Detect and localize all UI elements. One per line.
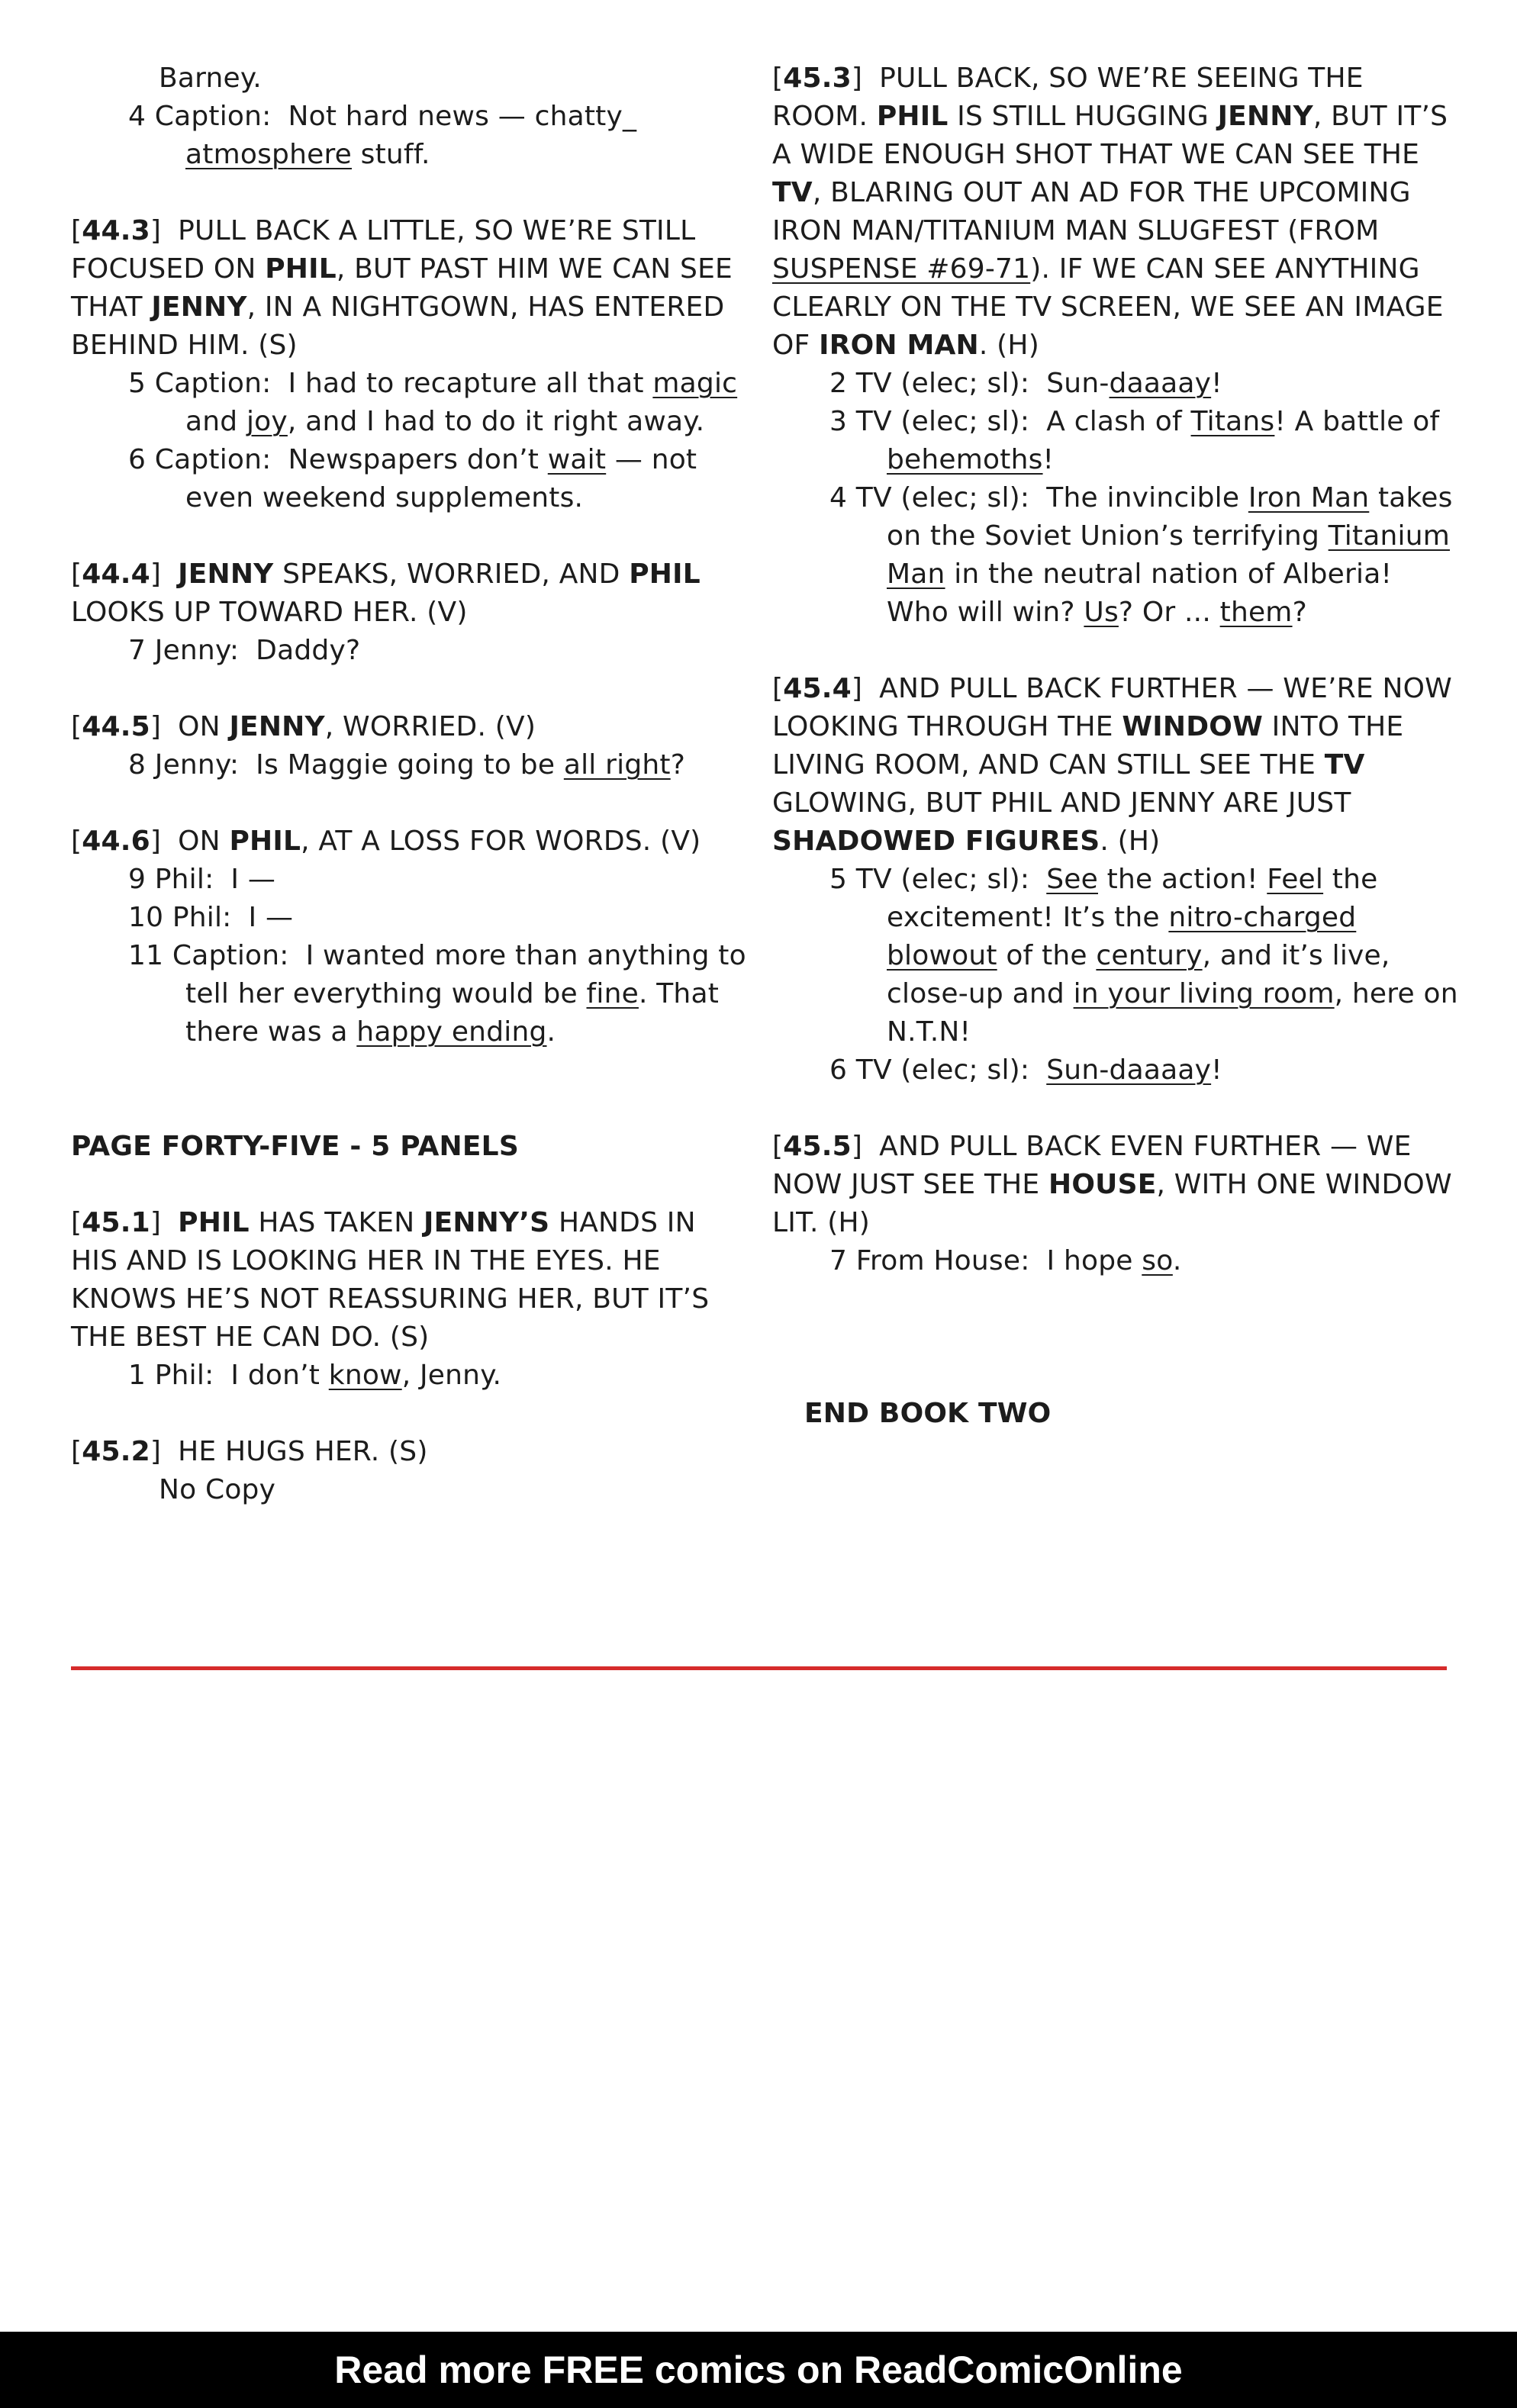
underlined: them (1219, 597, 1293, 628)
text: ! (1211, 368, 1222, 399)
panel-description-45-3: [45.3] PULL BACK, SO WE’RE SEEING THE ROOM. PHIL IS STILL HUGGING JENNY, BUT IT’S A WIDE ENOUGH SHOT THAT WE CAN SEE THE TV, BLARING OUT AN AD FOR THE UPCOMING IRON MAN/TITANIUM MAN SLUGFEST (FROM SUSPENSE #69-71). IF WE CAN SEE ANYTHING CLEARLY ON THE TV SCREEN, WE SEE AN IMAGE OF IRON MAN. (H) (772, 63, 1448, 361)
bold: TV (772, 177, 813, 208)
text: , WITH ONE WINDOW LIT. (H) (772, 1169, 1452, 1238)
bold: PHIL (629, 559, 701, 590)
text: Not hard news — chatty_ (288, 101, 637, 132)
dialogue-line (71, 632, 750, 670)
underlined: Titans (1190, 406, 1275, 437)
panel-description-45-5: [45.5] AND PULL BACK EVEN FURTHER — WE NOW JUST SEE THE HOUSE, WITH ONE WINDOW LIT. (H) (772, 1131, 1452, 1238)
text: I wanted more than anything to tell her everything would be (185, 940, 746, 1009)
bold: JENNY (151, 291, 247, 323)
text: . (H) (978, 330, 1039, 361)
speaker: 7 From House: (829, 1245, 1030, 1276)
panel-description-44-6: [44.6] ON PHIL, AT A LOSS FOR WORDS. (V) (71, 826, 701, 857)
caption-line (71, 441, 750, 517)
tv-line (772, 1051, 1459, 1090)
script-column-left (71, 60, 750, 1509)
speaker: 4 TV (elec; sl): (829, 482, 1030, 513)
text: of the (997, 940, 1097, 971)
speaker: 5 TV (elec; sl): (829, 864, 1030, 895)
tv-line (772, 365, 1459, 403)
text: No Copy (159, 1474, 276, 1505)
panel-description-45-2: [45.2] HE HUGS HER. (S) (71, 1436, 428, 1467)
speaker: 3 TV (elec; sl): (829, 406, 1030, 437)
text: in the neutral nation of Alberia! Who will win? (887, 559, 1393, 628)
text: A clash of (1046, 406, 1191, 437)
text: ON (178, 826, 230, 857)
text: I — (248, 902, 294, 933)
text: , BUT IT’S A WIDE ENOUGH SHOT THAT WE CAN SEE THE (772, 101, 1448, 170)
dialogue-line (71, 1357, 750, 1395)
panel-number: 44.5 (82, 711, 150, 742)
text: ? (670, 749, 686, 781)
text: , BUT PAST HIM WE CAN SEE THAT (71, 253, 733, 323)
text: the action! (1098, 864, 1267, 895)
text: , AT A LOSS FOR WORDS. (V) (301, 826, 701, 857)
script-line (71, 60, 750, 98)
text: HANDS IN HIS AND IS LOOKING HER IN THE EYES. HE KNOWS HE’S NOT REASSURING HER, BUT IT’S THE BEST HE CAN DO. (S) (71, 1207, 710, 1353)
heading-text: PAGE FORTY-FIVE - 5 PANELS (71, 1131, 519, 1162)
text: PULL BACK A LITTLE, SO WE’RE STILL FOCUSED ON (71, 215, 696, 285)
underlined: know (328, 1360, 402, 1391)
panel-number: 45.4 (783, 673, 852, 704)
bold: TV (1324, 749, 1365, 781)
dialogue-line (772, 1242, 1459, 1280)
text: ! (1211, 1054, 1222, 1086)
text: stuff. (352, 139, 430, 170)
text: , and it’s live, close-up and (887, 940, 1390, 1009)
text: HE HUGS HER. (S) (178, 1436, 428, 1467)
panel-description-45-1: [45.1] PHIL HAS TAKEN JENNY’S HANDS IN HIS AND IS LOOKING HER IN THE EYES. HE KNOWS HE’S NOT REASSURING HER, BUT IT’S THE BEST HE CAN DO. (S) (71, 1207, 710, 1353)
text: ! (1042, 444, 1055, 475)
text: ). IF WE CAN SEE ANYTHING CLEARLY ON THE TV SCREEN, WE SEE AN IMAGE OF (772, 253, 1444, 361)
text: PULL BACK, SO WE’RE SEEING THE ROOM. (772, 63, 1364, 132)
underlined: century (1096, 940, 1203, 971)
bold: WINDOW (1122, 711, 1263, 742)
speaker: 5 Caption: (128, 368, 272, 399)
text: LOOKS UP TOWARD HER. (V) (71, 597, 468, 628)
panel-number: 45.2 (82, 1436, 150, 1467)
speaker: 6 TV (elec; sl): (829, 1054, 1030, 1086)
text: Barney. (159, 63, 262, 94)
text: I — (230, 864, 276, 895)
bold: HOUSE (1048, 1169, 1157, 1200)
text: Is Maggie going to be (256, 749, 564, 781)
panel-number: 45.3 (783, 63, 852, 94)
text: Newspapers don’t (288, 444, 548, 475)
text: IS STILL HUGGING (948, 101, 1218, 132)
bold: JENNY (229, 711, 325, 742)
underlined: See (1046, 864, 1098, 895)
text: , Jenny. (401, 1360, 502, 1391)
underlined: daaaay (1109, 368, 1212, 399)
underlined: wait (547, 444, 607, 475)
underlined: so (1142, 1245, 1173, 1276)
no-copy-note (71, 1471, 750, 1509)
text: , WORRIED. (V) (324, 711, 536, 742)
bold: PHIL (178, 1207, 250, 1238)
text: , here on N.T.N! (887, 978, 1458, 1048)
bold: JENNY (1217, 101, 1313, 132)
text: , and I had to do it right away. (287, 406, 705, 437)
script-column-right (772, 60, 1459, 1433)
bold: IRON MAN (819, 330, 979, 361)
text: ON (178, 711, 230, 742)
text: The invincible (1046, 482, 1248, 513)
footer-banner[interactable] (0, 2332, 1517, 2408)
dialogue-line (71, 861, 750, 899)
text: ? Or ... (1118, 597, 1220, 628)
caption-line (71, 937, 750, 1051)
underlined: Feel (1267, 864, 1324, 895)
text: ! A battle of (1274, 406, 1440, 437)
bold: PHIL (876, 101, 949, 132)
text: SPEAKS, WORRIED, AND (273, 559, 630, 590)
speaker: 9 Phil: (128, 864, 214, 895)
bold: PHIL (229, 826, 301, 857)
text: I don’t (230, 1360, 329, 1391)
text: . That there was a (185, 978, 720, 1048)
speaker: 2 TV (elec; sl): (829, 368, 1030, 399)
text: AND PULL BACK FURTHER — WE’RE NOW LOOKING THROUGH THE (772, 673, 1452, 742)
text: and (185, 406, 246, 437)
text: GLOWING, BUT PHIL AND JENNY ARE JUST (772, 787, 1351, 819)
panel-number: 45.5 (783, 1131, 852, 1162)
speaker: 6 Caption: (128, 444, 272, 475)
underlined: in your living room (1073, 978, 1335, 1009)
speaker: 10 Phil: (128, 902, 232, 933)
text: ? (1292, 597, 1307, 628)
speaker: 7 Jenny: (128, 635, 240, 666)
text: AND PULL BACK EVEN FURTHER — WE NOW JUST SEE THE (772, 1131, 1412, 1200)
panel-number: 44.4 (82, 559, 150, 590)
panel-description-44-5: [44.5] ON JENNY, WORRIED. (V) (71, 711, 536, 742)
red-divider-rule (71, 1666, 1447, 1670)
bold: JENNY (178, 559, 274, 590)
text: . (1172, 1245, 1182, 1276)
text: . (546, 1016, 556, 1048)
underlined: Us (1084, 597, 1119, 628)
text: . (H) (1100, 826, 1161, 857)
underlined: SUSPENSE #69-71 (772, 253, 1031, 285)
underlined: all right (563, 749, 671, 781)
speaker: 11 Caption: (128, 940, 289, 971)
tv-line (772, 403, 1459, 479)
underlined: atmosphere (185, 139, 352, 170)
text: INTO THE LIVING ROOM, AND CAN STILL SEE THE (772, 711, 1404, 781)
caption-line (71, 365, 750, 441)
dialogue-line (71, 899, 750, 937)
panel-number: 44.6 (82, 826, 150, 857)
text: I had to recapture all that (288, 368, 653, 399)
underlined: Iron Man (1248, 482, 1370, 513)
panel-number: 45.1 (82, 1207, 150, 1238)
panel-description-45-4: [45.4] AND PULL BACK FURTHER — WE’RE NOW LOOKING THROUGH THE WINDOW INTO THE LIVING ROOM, AND CAN STILL SEE THE TV GLOWING, BUT PHIL AND JENNY ARE JUST SHADOWED FIGURES. (H) (772, 673, 1452, 857)
page-heading (71, 1128, 750, 1166)
underlined: joy (246, 406, 288, 437)
bold: PHIL (265, 253, 337, 285)
caption-line (71, 98, 750, 174)
underlined: behemoths (887, 444, 1043, 475)
bold: SHADOWED FIGURES (772, 826, 1100, 857)
underlined: Sun-daaaay (1046, 1054, 1212, 1086)
text: Sun- (1046, 368, 1110, 399)
bold: JENNY’S (423, 1207, 550, 1238)
text: I hope (1046, 1245, 1142, 1276)
tv-line (772, 479, 1459, 632)
underlined: nitro-charged blowout (887, 902, 1357, 971)
panel-description-44-4: [44.4] JENNY SPEAKS, WORRIED, AND PHIL LOOKS UP TOWARD HER. (V) (71, 559, 701, 628)
end-book-heading (772, 1395, 1459, 1433)
text: , BLARING OUT AN AD FOR THE UPCOMING IRON MAN/TITANIUM MAN SLUGFEST (FROM (772, 177, 1411, 246)
text: , IN A NIGHTGOWN, HAS ENTERED BEHIND HIM. (S) (71, 291, 725, 361)
speaker: 1 Phil: (128, 1360, 214, 1391)
panel-number: 44.3 (82, 215, 150, 246)
underlined: Titanium Man (887, 520, 1451, 590)
speaker: 4 Caption: (128, 101, 272, 132)
text: — not even weekend supplements. (185, 444, 697, 513)
underlined: fine (586, 978, 639, 1009)
footer-link-text[interactable]: Read more FREE comics on ReadComicOnline (334, 2348, 1183, 2391)
tv-line (772, 861, 1459, 1051)
text: Daddy? (256, 635, 361, 666)
text: the excitement! It’s the (887, 864, 1378, 933)
panel-description-44-3: [44.3] PULL BACK A LITTLE, SO WE’RE STILL FOCUSED ON PHIL, BUT PAST HIM WE CAN SEE THAT JENNY, IN A NIGHTGOWN, HAS ENTERED BEHIND HIM. (S) (71, 215, 733, 361)
speaker: 8 Jenny: (128, 749, 240, 781)
underlined: happy ending (356, 1016, 547, 1048)
dialogue-line (71, 746, 750, 784)
text: HAS TAKEN (249, 1207, 424, 1238)
text: END BOOK TWO (804, 1398, 1052, 1429)
underlined: magic (652, 368, 738, 399)
text: takes on the Soviet Union’s terrifying (887, 482, 1453, 552)
